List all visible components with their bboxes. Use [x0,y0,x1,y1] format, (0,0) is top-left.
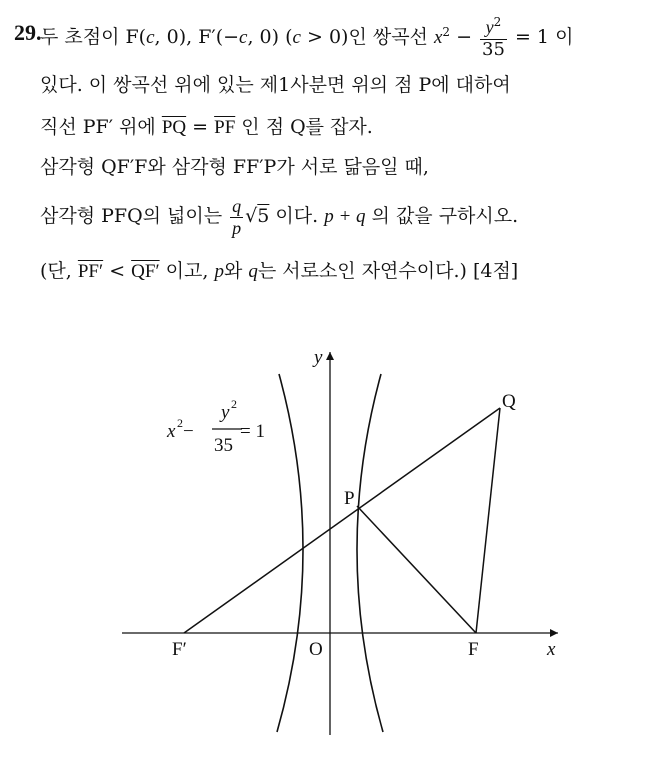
problem-line-5: 삼각형 PFQ의 넓이는 $\frac{q}{p}$ √5 이다. p + q 의 값을 구하시오. [40,196,519,238]
point-Q-label: Q [502,391,516,412]
eq-minus: − [183,421,194,442]
eq-x: x [167,421,176,442]
svg-text:2: 2 [177,416,183,430]
x-axis-label: x [547,639,556,660]
eq-den: 35 [214,435,233,456]
point-F-label: F [468,639,479,660]
point-P-label: P [344,488,355,509]
point-Fprime-label: F′ [172,639,187,660]
hyperbola-equation-label [166,397,265,456]
problem-line-4: 삼각형 QF′F와 삼각형 FF′P가 서로 닮음일 때, [40,156,429,178]
hyperbola-right-branch [357,374,383,732]
hyperbola-left-branch [277,374,303,732]
sqrt-symbol: √5 [245,205,270,228]
area-fraction: $\frac{q}{p}$ [232,196,242,238]
origin-label: O [309,639,323,660]
question-number: 29. [14,20,42,45]
svg-text:2: 2 [231,397,237,411]
problem-line-1: 두 초점이 F(c, 0), F′(−c, 0) (c > 0)인 쌍곡선 $x^2$ − $\frac{y^2}{35}$ = 1 이 [40,15,574,60]
problem-line-3: 직선 PF′ 위에 $\overline{PQ} = \overline{PF}$ 인 점 Q를 잡자. [40,116,373,138]
problem-line-2: 있다. 이 쌍곡선 위에 있는 제1사분면 위의 점 P에 대하여 [40,74,511,96]
hyperbola-fraction: $\frac{y^2}{35}$ [482,15,505,60]
problem-line-6: (단, PF′ < QF′ 이고, p와 q는 서로소인 자연수이다.) [4점] [40,260,519,282]
y-axis-label: y [314,347,323,368]
eq-rhs: = 1 [240,421,265,442]
eq-y: y [221,402,230,423]
segment-P-F [357,506,476,633]
segment-Q-F [476,408,500,633]
